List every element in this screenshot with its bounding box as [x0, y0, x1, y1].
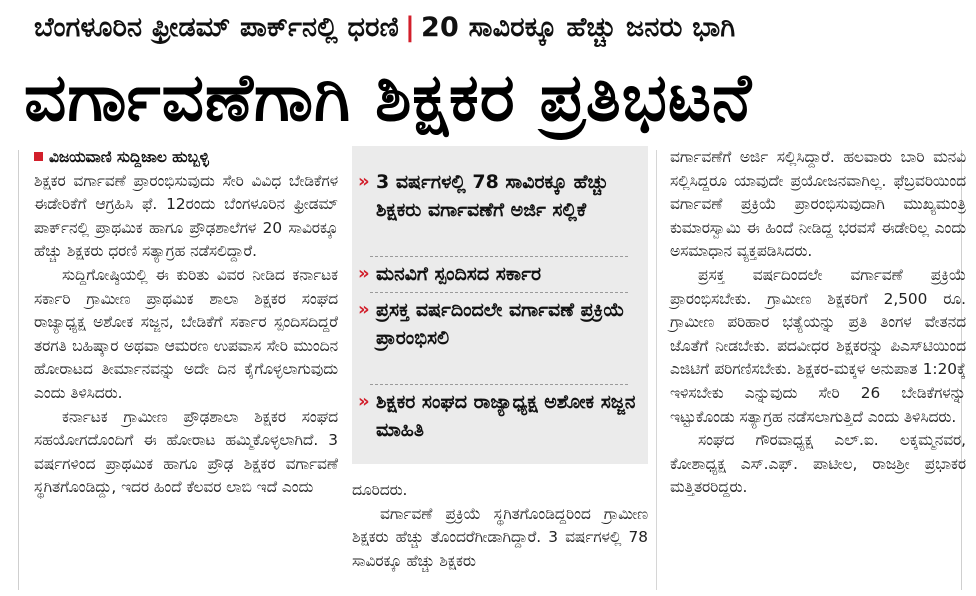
paragraph: ಸುದ್ದಿಗೋಷ್ಠಿಯಲ್ಲಿ ಈ ಕುರಿತು ವಿವರ ನೀಡಿದ ಕರ್ನಾಟಕ ಸರ್ಕಾರಿ ಗ್ರಾಮೀಣ ಪ್ರಾಥಮಿಕ ಶಾಲಾ ಶಿಕ್ಷಕರ ಸಂಘದ ರಾಜ್ಯಾಧ್ಯಕ್ಷ ಅಶೋಕ ಸಜ್ಜನ, ಬೇಡಿಕೆಗೆ ಸರ್ಕಾರ ಸ್ಪಂದಿಸದಿದ್ದರೆ ತರಗತಿ ಬಹಿಷ್ಕಾರ ಅಥವಾ ಆಮರಣ ಉಪವಾಸ ಸೇರಿ ಮುಂದಿನ ಹೋರಾಟದ ತೀರ್ಮಾನವನ್ನು ಅದೇ ದಿನ ಕೈಗೊಳ್ಳಲಾಗುವುದು ಎಂದು ತಿಳಿಸಿದರು. [34, 265, 338, 402]
paragraph: ದೂರಿದರು. [352, 481, 408, 499]
paragraph: ಪ್ರಸಕ್ತ ವರ್ಷದಿಂದಲೇ ವರ್ಗಾವಣೆ ಪ್ರಕ್ರಿಯೆ ಪ್ರಾರಂಭಿಸಬೇಕು. ಗ್ರಾಮೀಣ ಶಿಕ್ಷಕರಿಗೆ 2,500 ರೂ. ಗ್ರಾಮೀಣ ಪರಿಹಾರ ಭತ್ಯೆಯನ್ನು ಪ್ರತಿ ತಿಂಗಳ ವೇತನದ ಜೊತೆಗೆ ನೀಡಬೇಕು. ಪದವೀಧರ ಶಿಕ್ಷಕರನ್ನು ಪಿಎಸ್‌ಟಿಯಿಂದ ಎಜಿಟಿಗೆ ಪರಿಗಣಿಸಬೇಕು. ಶಿಕ್ಷಕರ-ಮಕ್ಕಳ ಅನುಪಾತ 1:20ಕ್ಕೆ ಇಳಿಸಬೇಕು ಎನ್ನುವುದು ಸೇರಿ 26 ಬೇಡಿಕೆಗಳನ್ನು ಇಟ್ಟುಕೊಂಡು ಸತ್ಯಾಗ್ರಹ ನಡೆಸಲಾಗುತ್ತಿದೆ ಎಂದು ತಿಳಿಸಿದರು. [670, 265, 966, 426]
highlight-item: » ಶಿಕ್ಷಕರ ಸಂಘದ ರಾಜ್ಯಾಧ್ಯಕ್ಷ ಅಶೋಕ ಸಜ್ಜನ ಮಾಹಿತಿ [376, 388, 638, 444]
article-column-2 [352, 479, 648, 573]
article-column-3 [670, 146, 966, 500]
double-chevron-icon: » [358, 171, 370, 192]
column-divider [656, 150, 657, 590]
highlight-separator [370, 384, 628, 385]
byline-square-icon [34, 152, 43, 161]
highlights-box [352, 146, 648, 464]
headline: ವರ್ಗಾವಣೆಗಾಗಿ ಶಿಕ್ಷಕರ ಪ್ರತಿಭಟನೆ [24, 59, 753, 136]
highlight-item: » ಮನವಿಗೆ ಸ್ಪಂದಿಸದ ಸರ್ಕಾರ [376, 260, 638, 288]
article-column-1 [34, 146, 338, 500]
kicker-right: 20 ಸಾವಿರಕ್ಕೂ ಹೆಚ್ಚು ಜನರು ಭಾಗಿ [421, 12, 736, 43]
paragraph: ವರ್ಗಾವಣೆಗೆ ಅರ್ಜಿ ಸಲ್ಲಿಸಿದ್ದಾರೆ. ಹಲವಾರು ಬಾರಿ ಮನವಿ ಸಲ್ಲಿಸಿದ್ದರೂ ಯಾವುದೇ ಪ್ರಯೋಜನವಾಗಿಲ್ಲ. ಫೆಬ್ರವರಿಯಿಂದ ವರ್ಗಾವಣೆ ಪ್ರಕ್ರಿಯೆ ಪ್ರಾರಂಭಿಸುವುದಾಗಿ ಮುಖ್ಯಮಂತ್ರಿ ಕುಮಾರಸ್ವಾಮಿ ಈ ಹಿಂದೆ ನೀಡಿದ್ದ ಭರವಸೆ ಈಡೇರಿಲ್ಲ ಎಂದು ಅಸಮಾಧಾನ ವ್ಯಕ್ತಪಡಿಸಿದರು. [670, 148, 966, 261]
byline [34, 146, 338, 170]
double-chevron-icon: » [358, 299, 370, 320]
highlight-separator [370, 256, 628, 257]
paragraph: ಕರ್ನಾಟಕ ಗ್ರಾಮೀಣ ಪ್ರೌಢಶಾಲಾ ಶಿಕ್ಷಕರ ಸಂಘದ ಸಹಯೋಗದೊಂದಿಗೆ ಈ ಹೋರಾಟ ಹಮ್ಮಿಕೊಳ್ಳಲಾಗಿದೆ. 3 ವರ್ಷಗಳಿಂದ ಪ್ರಾಥಮಿಕ ಹಾಗೂ ಪ್ರೌಢ ಶಿಕ್ಷಕರ ವರ್ಗಾವಣೆ ಸ್ಥಗಿತಗೊಂಡಿದ್ದು, ಇದರ ಹಿಂದೆ ಕೆಲವರ ಲಾಬಿ ಇದೆ ಎಂದು [34, 407, 338, 497]
paragraph: ಶಿಕ್ಷಕರ ವರ್ಗಾವಣೆ ಪ್ರಾರಂಭಿಸುವುದು ಸೇರಿ ವಿವಿಧ ಬೇಡಿಕೆಗಳ ಈಡೇರಿಕೆಗೆ ಆಗ್ರಹಿಸಿ ಫೆ. 12ರಂದು ಬೆಂಗಳೂರಿನ ಫ್ರೀಡಮ್ ಪಾರ್ಕ್‌ನಲ್ಲಿ ಪ್ರಾಥಮಿಕ ಹಾಗೂ ಪ್ರೌಢಶಾಲೆಗಳ 20 ಸಾವಿರಕ್ಕೂ ಹೆಚ್ಚು ಶಿಕ್ಷಕರು ಧರಣಿ ಸತ್ಯಾಗ್ರಹ ನಡೆಸಲಿದ್ದಾರೆ. [34, 171, 338, 261]
kicker-left: ಬೆಂಗಳೂರಿನ ಫ್ರೀಡಮ್ ಪಾರ್ಕ್‌ನಲ್ಲಿ ಧರಣಿ [34, 12, 399, 43]
kicker-separator: | [404, 12, 415, 43]
double-chevron-icon: » [358, 263, 370, 284]
paragraph: ಸಂಘದ ಗೌರವಾಧ್ಯಕ್ಷ ಎಲ್.ಐ. ಲಕ್ಕಮ್ಮನವರ, ಕೋಶಾಧ್ಯಕ್ಷ ಎಸ್.ಎಫ್. ಪಾಟೀಲ, ರಾಜಶ್ರೀ ಪ್ರಭಾಕರ ಮತ್ತಿತರರಿದ್ದರು. [670, 431, 966, 497]
highlight-separator [370, 292, 628, 293]
byline-text: ವಿಜಯವಾಣಿ ಸುದ್ದಿಜಾಲ ಹುಬ್ಬಳ್ಳಿ [49, 148, 209, 166]
highlight-item: » ಪ್ರಸಕ್ತ ವರ್ಷದಿಂದಲೇ ವರ್ಗಾವಣೆ ಪ್ರಕ್ರಿಯೆ ಪ್ರಾರಂಭಿಸಲಿ [376, 296, 638, 352]
highlight-item: » 3 ವರ್ಷಗಳಲ್ಲಿ 78 ಸಾವಿರಕ್ಕೂ ಹೆಚ್ಚು ಶಿಕ್ಷಕರು ವರ್ಗಾವಣೆಗೆ ಅರ್ಜಿ ಸಲ್ಲಿಕೆ [376, 168, 638, 224]
paragraph: ವರ್ಗಾವಣೆ ಪ್ರಕ್ರಿಯೆ ಸ್ಥಗಿತಗೊಂಡಿದ್ದರಿಂದ ಗ್ರಾಮೀಣ ಶಿಕ್ಷಕರು ಹೆಚ್ಚು ತೊಂದರೆಗೀಡಾಗಿದ್ದಾರೆ. 3 ವರ್ಷಗಳಲ್ಲಿ 78 ಸಾವಿರಕ್ಕೂ ಹೆಚ್ಚು ಶಿಕ್ಷಕರು [352, 504, 648, 570]
kicker-line [34, 6, 964, 50]
left-edge-rule [18, 150, 19, 590]
double-chevron-icon: » [358, 391, 370, 412]
